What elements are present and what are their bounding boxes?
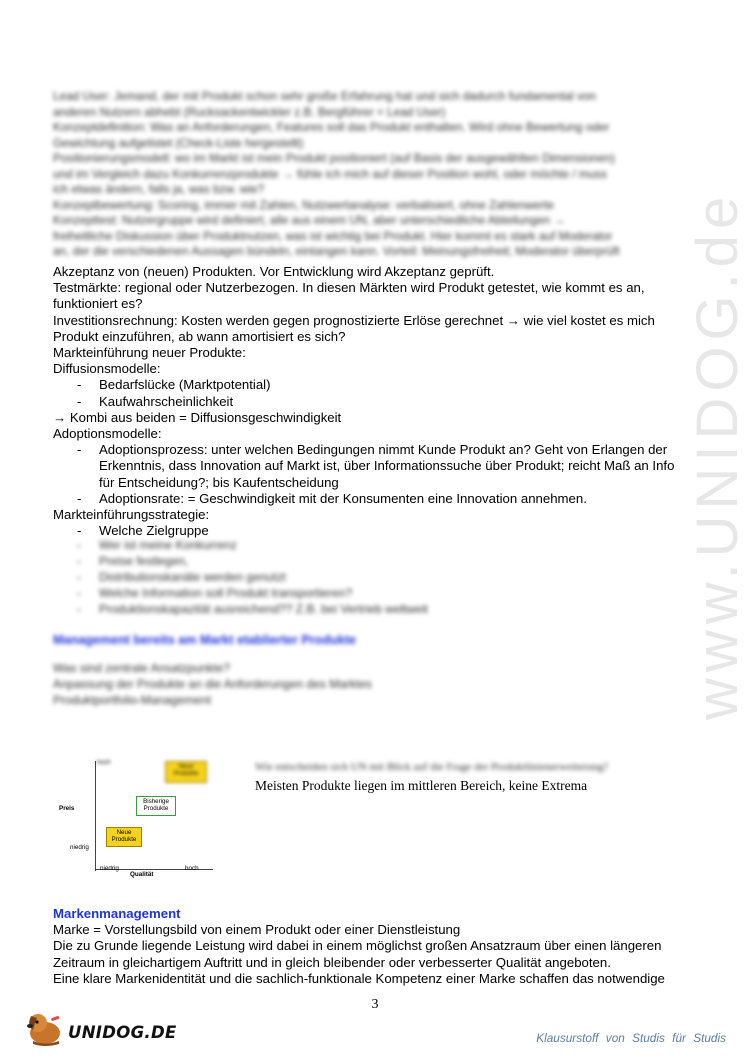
list-item: - Bedarfslücke (Marktpotential) (53, 377, 693, 393)
text-line: Testmärkte: regional oder Nutzerbezogen. In diesen Märkten wird Produkt getestet, wie kommt es an, funktioniert es? (53, 280, 645, 312)
box-new-products: Neue Produkte (106, 827, 142, 847)
text-line: Akzeptanz von (neuen) Produkten. Vor Entwicklung wird Akzeptanz geprüft. (53, 264, 495, 279)
text-line: Produktportfolio-Management (53, 693, 212, 708)
section-heading: Markenmanagement (53, 906, 181, 921)
list-item: - Wer ist meine Konkurrenz (53, 537, 693, 553)
x-low-label: niedrig (100, 865, 119, 872)
blurred-line: Konzepttest: Nutzergruppe wird definiert, alle aus einem UN, aber unterschiedliche Abteilungen → (53, 213, 566, 227)
main-text (53, 264, 693, 539)
blurred-line: Konzeptdefinition: Was an Anforderungen, Features soll das Produkt enthalten. Wird ohne Bewertung oder (53, 120, 610, 134)
text-line: Investitionsrechnung: Kosten werden gegen prognostizierte Erlöse gerechnet → wie viel kostet es mich Produkt einzuführen, ab wann amortisiert es sich? (53, 312, 655, 344)
text-line: Eine klare Markenidentität und die sachlich-funktionale Kompetenz einer Marke schaffen das notwendige (53, 970, 665, 986)
blurred-line: Gewichtung aufgelistet (Check-Liste hergestellt) (53, 135, 304, 150)
price-quality-diagram (50, 755, 220, 878)
y-high-label: hoch (97, 759, 111, 766)
page-number: 3 (371, 997, 379, 1012)
blurred-line: freiheitliche Diskussion über Produktnutzen, was ist wichtig bei Produkt. Hier kommt es stark auf Moderator (53, 228, 613, 243)
list-item: - Preise festlegen, (53, 553, 693, 569)
blurred-line: ich etwas ändern, falls ja, was bzw. wie? (53, 182, 265, 196)
text-line: Anpassung der Produkte an die Anforderungen des Marktes (53, 677, 372, 692)
section-brand-management (53, 906, 693, 987)
diffusion-list (53, 377, 693, 409)
footer-slogan: Klausurstoff von Studis für Studis (536, 1031, 726, 1045)
blurred-bullets (53, 537, 693, 617)
blurred-line: anderen Nutzern abhebt (Rucksackentwickler z.B. Bergführer = Lead User) (53, 104, 446, 119)
text-line: Diffusionsmodelle: (53, 361, 161, 377)
list-item: - Kaufwahrscheinlichkeit (53, 394, 693, 410)
dog-icon (25, 1008, 73, 1048)
y-low-label: niedrig (70, 844, 89, 851)
adoption-list (53, 442, 693, 507)
text-line: Marke = Vorstellungsbild von einem Produkt oder einer Dienstleistung (53, 922, 461, 938)
x-high-label: hoch (185, 865, 199, 872)
text-line: Die zu Grunde liegende Leistung wird dabei in einem möglichst großen Ansatzraum über einen längeren Zeitraum in gleichartigem Auftritt und in gleich bleibender oder verbesserter Qualität angeboten. (53, 938, 662, 970)
blurred-line: an, der die verschiedenen Aussagen bündeln, eintangen kann. Vorteil: Meinungsfreiheit; Moderator überprüft (53, 244, 620, 258)
blurred-top-text (53, 89, 693, 260)
list-item: - Produktionskapazität ausreichend?? Z.B. bei Vertrieb weltweit (53, 601, 693, 617)
text-line: Markteinführung neuer Produkte: (53, 345, 246, 361)
text-line: → Kombi aus beiden = Diffusionsgeschwindigkeit (53, 409, 342, 425)
blurred-line: Konzeptbewertung: Scoring, immer mit Zahlen, Nutzwertanalyse: verbalisiert, ohne Zahlenwerte (53, 197, 554, 212)
section-established-products (53, 632, 693, 708)
watermark: www.UNIDOG.de (685, 190, 750, 720)
unidog-logo (25, 1008, 177, 1048)
logo-text: UNIDOG.DE (68, 1023, 177, 1042)
y-axis-title: Preis (59, 805, 75, 812)
text-line: Adoptionsmodelle: (53, 426, 162, 442)
x-axis-title: Qualität (130, 871, 154, 878)
text-line: Was sind zentrale Ansatzpunkte? (53, 661, 230, 676)
list-item: - Adoptionsprozess: unter welchen Bedingungen nimmt Kunde Produkt an? Geht von Erlangen der Erkenntnis, dass Innovation auf Markt ist, über Informationssuche über Produkt; reicht Maß an Info für Entscheidung?; bis Kaufentscheidung (53, 442, 693, 491)
list-item: - Adoptionsrate: = Geschwindigkeit mit der Konsumenten eine Innovation annehmen. (53, 491, 693, 507)
list-item: - Welche Zielgruppe (53, 523, 693, 539)
list-item: - Distributionskanäle werden genutzt (53, 569, 693, 585)
blurred-line: Positionierungsmodell: wo im Markt ist mein Produkt positioniert (auf Basis der ausgewählten Dimensionen) (53, 151, 615, 165)
caption-question: Wie entscheiden sich UN mit Blick auf die Frage der Produktlinienerweiterung? (255, 761, 609, 773)
text-line: Markteinführungsstrategie: (53, 507, 210, 523)
box-existing-products: Bisherige Produkte (136, 796, 176, 816)
diagram-caption (255, 760, 715, 794)
y-axis (95, 761, 96, 871)
section-heading: Management bereits am Markt etablierter Produkte (53, 633, 357, 647)
blurred-line: Lead User: Jemand, der mit Produkt schon sehr große Erfahrung hat und sich dadurch fundamental von (53, 89, 596, 103)
box-top-products: Neue Produkte (165, 761, 207, 783)
blurred-line: und im Vergleich dazu Konkurrenzprodukte → fühle ich mich auf dieser Position wohl, oder möchte / muss (53, 166, 608, 181)
list-item: - Welche Information soll Produkt transportieren? (53, 585, 693, 601)
caption-answer: Meisten Produkte liegen im mittleren Bereich, keine Extrema (255, 778, 588, 793)
